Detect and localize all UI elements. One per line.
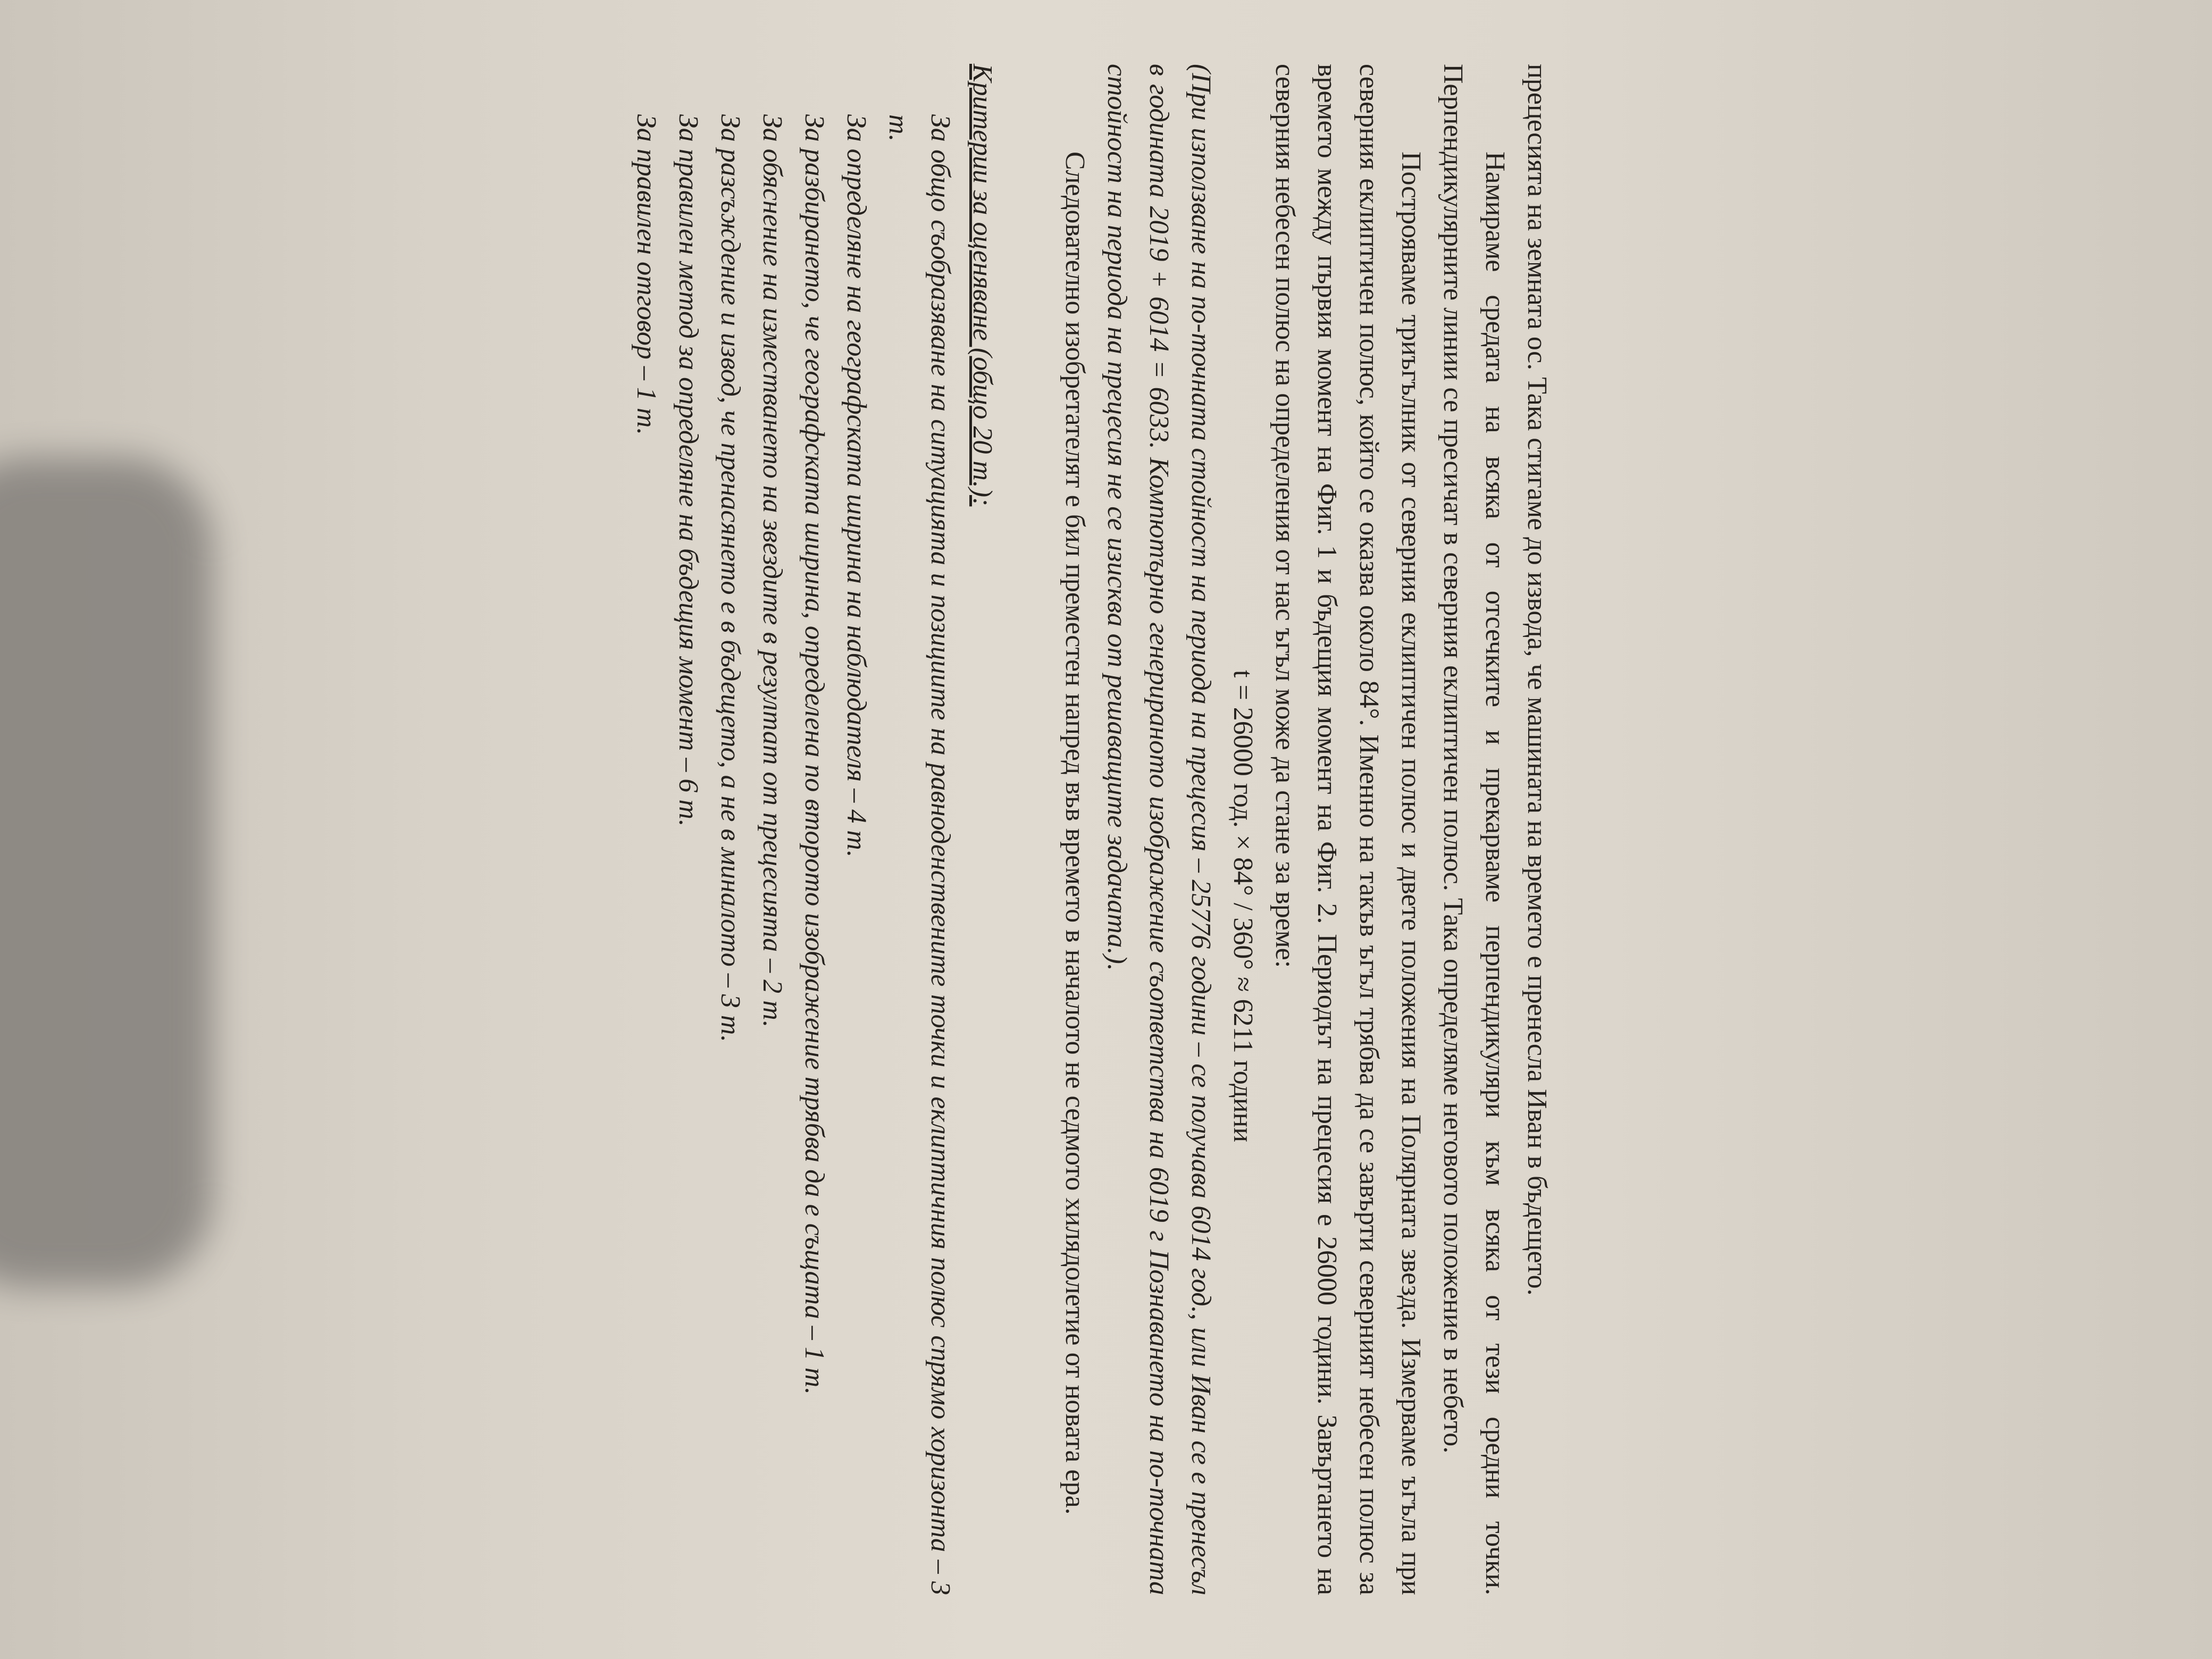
criteria-list [625, 64, 961, 1595]
criteria-item: За правилен метод за определяне на бъдещия момент – 6 т. [673, 114, 703, 827]
criteria-item: За разсъждение и извод, че пренасянето е в бъдещето, а не в миналото – 3 т. [715, 114, 745, 1043]
paragraph-triangle: Построяваме триъгълник от северния еклиптичен полюс и двете положения на Полярната звезда. Измерваме ъгъла при северния еклиптичен полюс, който се оказва около 84°. Именно на такъв ъгъл трябва да се завърти северният небесен полюс за времето между първия момент на Фиг. 1 и бъдещия момент на Фиг. 2. Периодът на прецесия е 26000 години. Завъртането на северния небесен полюс на определения от нас ъгъл може да стане за време: [1270, 64, 1426, 1595]
criteria-title: Критерии за оценяване (общо 20 т.): [967, 64, 998, 507]
page-content [625, 64, 1558, 1595]
criteria-item: За определяне на географската ширина на наблюдателя – 4 т. [841, 114, 872, 858]
note-precise-period: (При използване на по-точната стойност на периода на прецесия – 25776 години – се получава 6014 год., или Иван се е пренесъл в годината 2019 + 6014 = 6033. Компютърно генерираното изображение съответства на 6019 г Познаването на по-точната стойност на периода на прецесия не се изисква от решаващите задачата.). [1102, 64, 1216, 1595]
formula: t = 26000 год. × 84° / 360° ≈ 6211 години [1228, 670, 1258, 1143]
criteria-item: За общо съобразяване на ситуацията и позициите на равноденствените точки и еклиптичния полюс спрямо хоризонта – 3 т. [883, 114, 956, 1595]
criteria-item: За правилен отговор – 1 т. [631, 114, 661, 435]
criteria-item: За разбирането, че географската ширина, определена по второто изображение трябва да е същата – 1 т. [799, 114, 830, 1395]
hand-shadow [0, 457, 213, 1287]
paragraph-intro: прецесията на земната ос. Така стигаме до извода, че машината на времето е пренесла Иван в бъдещето. [1522, 64, 1552, 1296]
paragraph-conclusion: Следователно изобретателят е бил преместен напред във времето в началото не седмото хилядолетие от новата ера. [1060, 152, 1090, 1515]
document-page [631, 27, 1558, 1632]
paragraph-midpoints: Намираме средата на всяка от отсечките и прекарваме перпендикуляри към всяка от тези средни точки. Перпендикулярните линии се пресичат в северния еклиптичен полюс. Така определяме неговото положение в небето. [1438, 64, 1510, 1595]
criteria-item: За обяснение на изместването на звездите в резултат от прецесията – 2 т. [757, 114, 787, 1028]
